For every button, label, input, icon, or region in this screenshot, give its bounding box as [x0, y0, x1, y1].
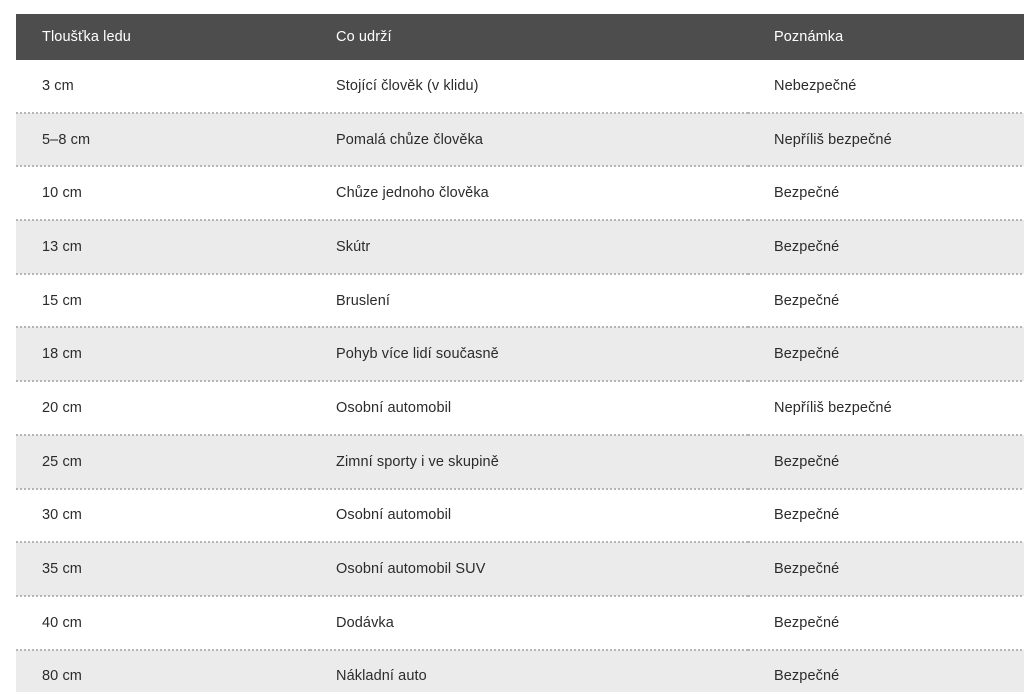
cell-note: Nepříliš bezpečné [748, 381, 1024, 435]
table-header [16, 14, 1024, 60]
cell-note: Bezpečné [748, 489, 1024, 543]
cell-holds: Skútr [310, 220, 748, 274]
table-row [16, 489, 1024, 543]
cell-holds: Pohyb více lidí současně [310, 327, 748, 381]
table-row [16, 596, 1024, 650]
cell-holds: Osobní automobil [310, 489, 748, 543]
table-body [16, 60, 1024, 692]
ice-thickness-table [16, 14, 1024, 692]
cell-thickness: 30 cm [16, 489, 310, 543]
table-row [16, 113, 1024, 167]
table-row [16, 435, 1024, 489]
cell-holds: Pomalá chůze člověka [310, 113, 748, 167]
table-row [16, 166, 1024, 220]
table-row [16, 381, 1024, 435]
cell-holds: Zimní sporty i ve skupině [310, 435, 748, 489]
cell-thickness: 18 cm [16, 327, 310, 381]
cell-thickness: 3 cm [16, 60, 310, 113]
column-header-holds: Co udrží [310, 14, 748, 60]
cell-thickness: 40 cm [16, 596, 310, 650]
table-row [16, 220, 1024, 274]
cell-holds: Bruslení [310, 274, 748, 328]
cell-note: Bezpečné [748, 166, 1024, 220]
cell-holds: Osobní automobil [310, 381, 748, 435]
cell-holds: Osobní automobil SUV [310, 542, 748, 596]
table-row [16, 60, 1024, 113]
cell-thickness: 15 cm [16, 274, 310, 328]
table-header-row [16, 14, 1024, 60]
cell-thickness: 13 cm [16, 220, 310, 274]
table-row [16, 327, 1024, 381]
cell-note: Bezpečné [748, 274, 1024, 328]
cell-thickness: 25 cm [16, 435, 310, 489]
cell-thickness: 10 cm [16, 166, 310, 220]
column-header-thickness: Tloušťka ledu [16, 14, 310, 60]
cell-note: Bezpečné [748, 220, 1024, 274]
table-row [16, 650, 1024, 692]
cell-thickness: 80 cm [16, 650, 310, 692]
table-row [16, 542, 1024, 596]
cell-note: Bezpečné [748, 650, 1024, 692]
cell-thickness: 35 cm [16, 542, 310, 596]
table-row [16, 274, 1024, 328]
cell-note: Bezpečné [748, 596, 1024, 650]
cell-note: Bezpečné [748, 327, 1024, 381]
cell-note: Bezpečné [748, 542, 1024, 596]
cell-thickness: 5–8 cm [16, 113, 310, 167]
cell-thickness: 20 cm [16, 381, 310, 435]
cell-note: Bezpečné [748, 435, 1024, 489]
cell-note: Nebezpečné [748, 60, 1024, 113]
cell-holds: Chůze jednoho člověka [310, 166, 748, 220]
cell-holds: Dodávka [310, 596, 748, 650]
cell-note: Nepříliš bezpečné [748, 113, 1024, 167]
cell-holds: Nákladní auto [310, 650, 748, 692]
cell-holds: Stojící člověk (v klidu) [310, 60, 748, 113]
column-header-note: Poznámka [748, 14, 1024, 60]
